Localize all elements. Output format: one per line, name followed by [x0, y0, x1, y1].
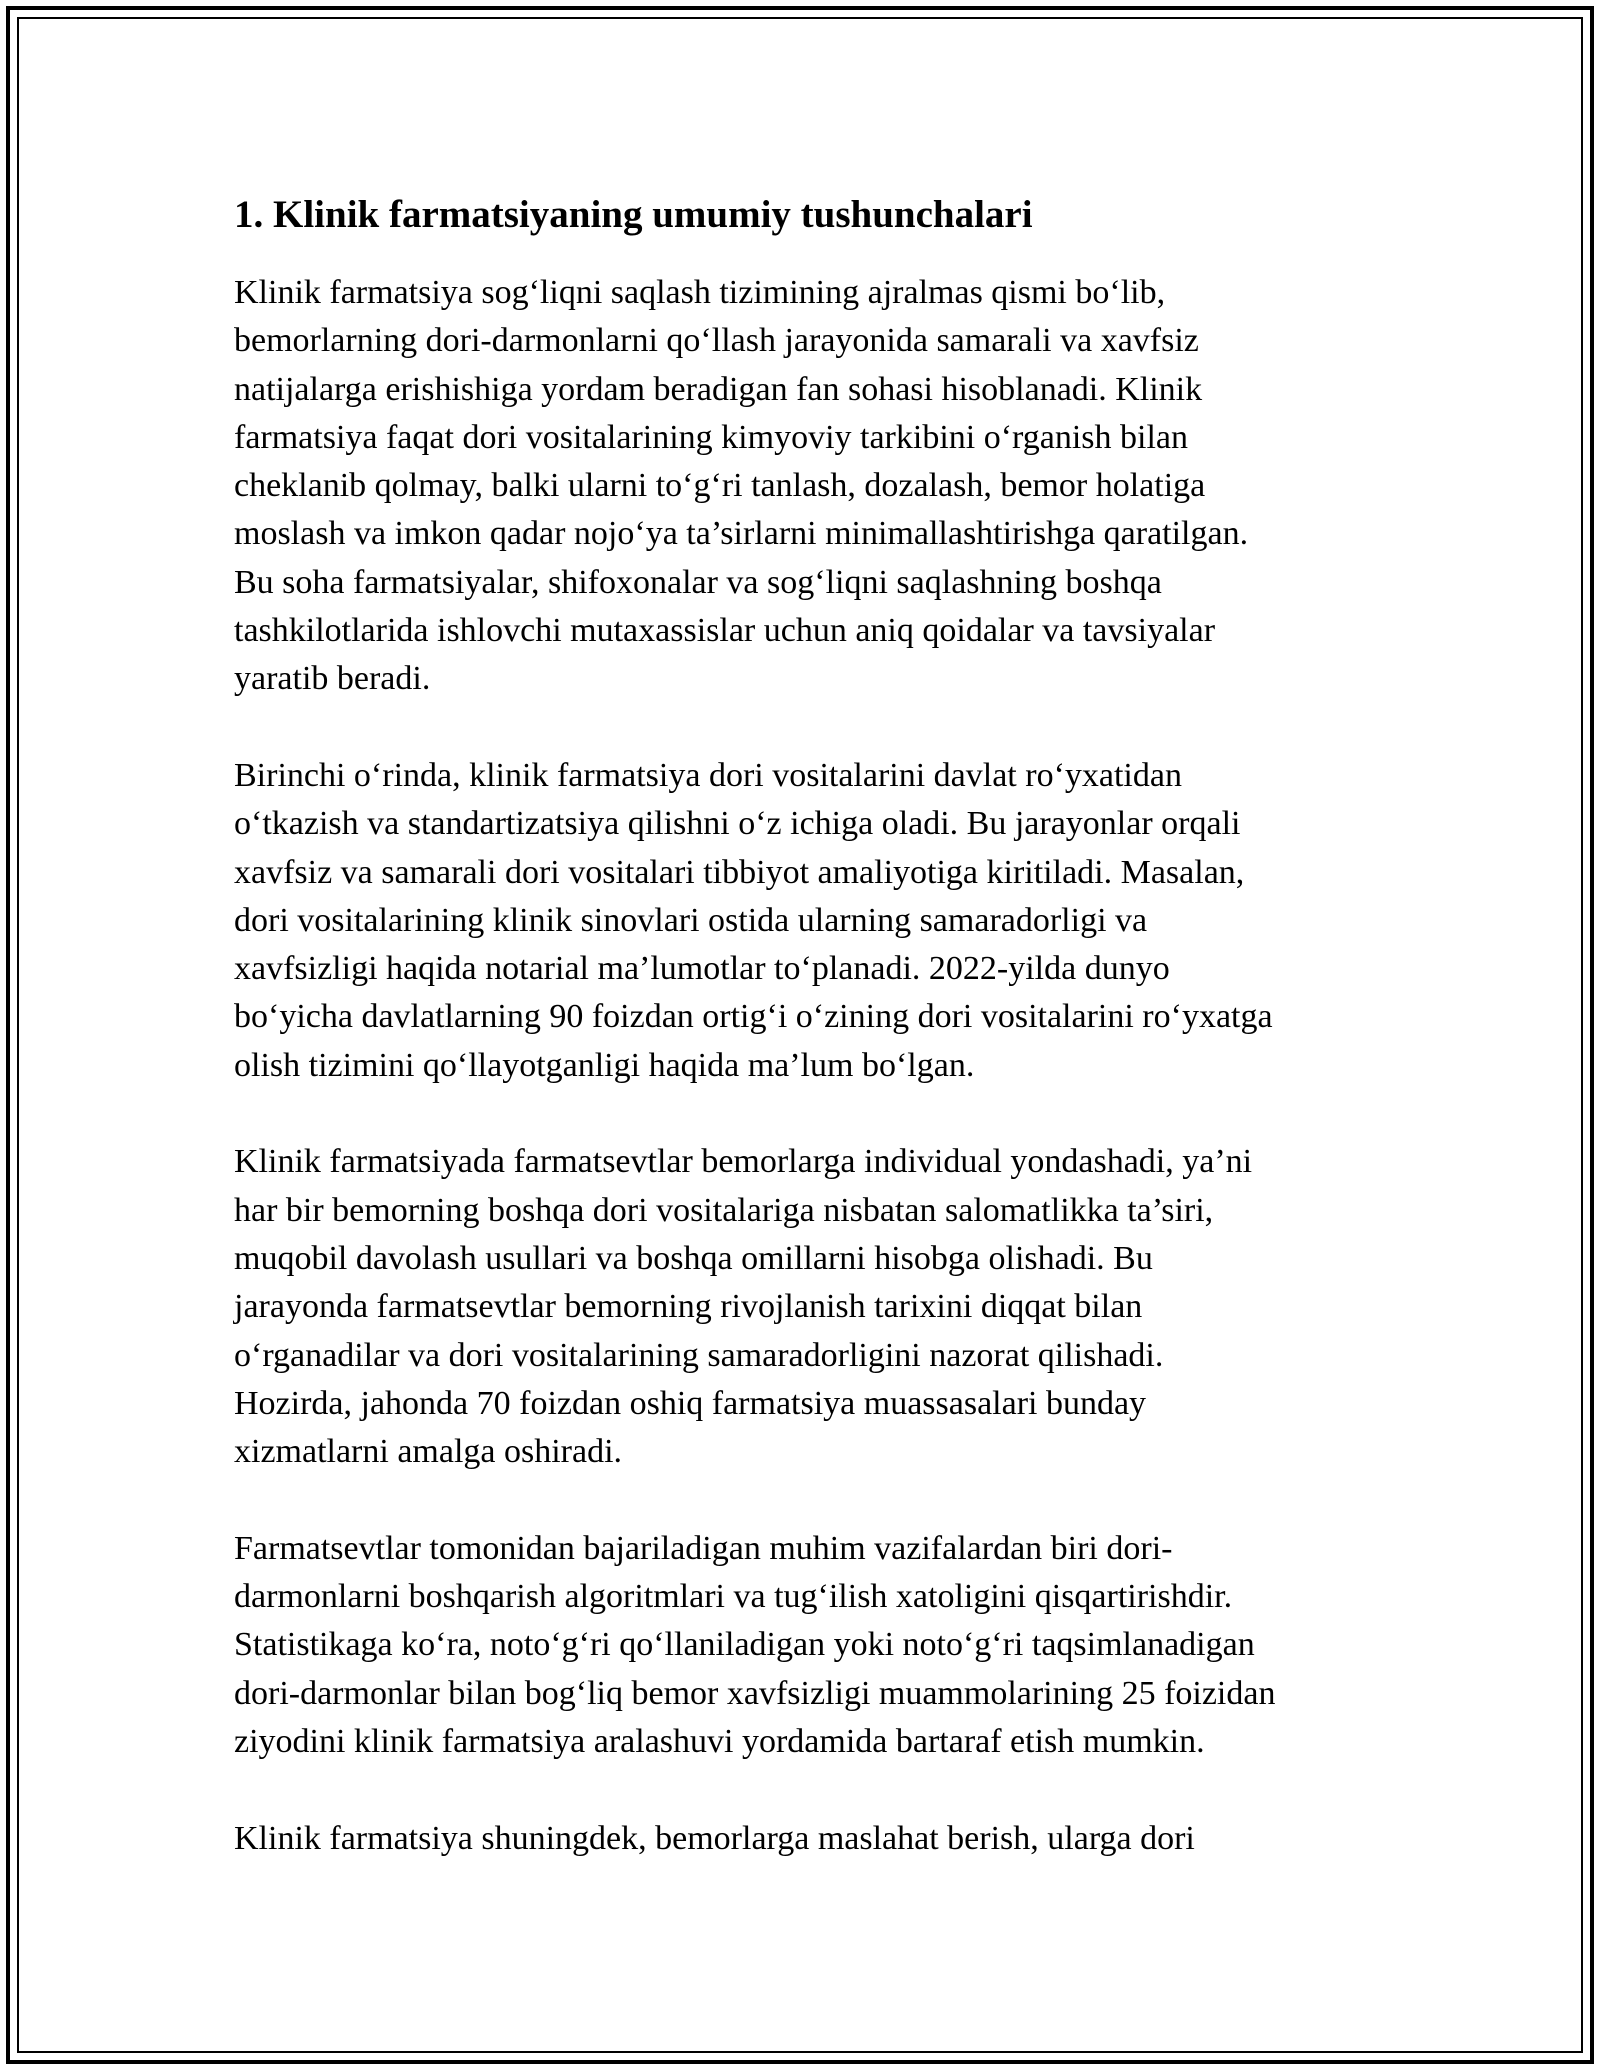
text-line: Klinik farmatsiya sog‘liqni saqlash tizimining ajralmas qismi bo‘lib, [234, 274, 1166, 311]
text-line: cheklanib qolmay, balki ularni to‘g‘ri tanlash, dozalash, bemor holatiga [234, 467, 1206, 505]
text-line: bemorlarning dori-darmonlarni qo‘llash jarayonida samarali va xavfsiz [234, 322, 1199, 360]
text-line: har bir bemorning boshqa dori vositalariga nisbatan salomatlikka ta’siri, [234, 1191, 1214, 1229]
section-title: 1. Klinik farmatsiyaning umumiy tushunchalari [234, 193, 1033, 236]
text-line: moslash va imkon qadar nojo‘ya ta’sirlarni minimallashtirishga qaratilgan. [234, 515, 1249, 553]
text-line: o‘rganadilar va dori vositalarining samaradorligini nazorat qilishadi. [234, 1336, 1164, 1374]
text-line: bo‘yicha davlatlarning 90 foizdan ortig‘i o‘zining dori vositalarini ro‘yxatga [234, 998, 1273, 1036]
text-line: muqobil davolash usullari va boshqa omillarni hisobga olishadi. Bu [234, 1239, 1153, 1277]
text-line: jarayonda farmatsevtlar bemorning rivojlanish tarixini diqqat bilan [234, 1288, 1143, 1326]
text-line: dori-darmonlar bilan bog‘liq bemor xavfsizligi muammolarining 25 foizidan [234, 1674, 1276, 1712]
text-line: Klinik farmatsiyada farmatsevtlar bemorlarga individual yondashadi, ya’ni [234, 1143, 1253, 1181]
text-line: xizmatlarni amalga oshiradi. [234, 1433, 623, 1471]
text-line: darmonlarni boshqarish algoritmlari va tug‘ilish xatoligini qisqartirishdir. [234, 1578, 1233, 1616]
text-line: farmatsiya faqat dori vositalarining kimyoviy tarkibini o‘rganish bilan [234, 418, 1188, 456]
paragraph-4 [234, 1525, 1374, 1766]
text-line: o‘tkazish va standartizatsiya qilishni o‘z ichiga oladi. Bu jarayonlar orqali [234, 805, 1241, 843]
paragraph-1 [234, 269, 1374, 704]
text-line: tashkilotlarida ishlovchi mutaxassislar uchun aniq qoidalar va tavsiyalar [234, 612, 1216, 650]
text-line: ziyodini klinik farmatsiya aralashuvi yordamida bartaraf etish mumkin. [234, 1722, 1205, 1760]
paragraph-2 [234, 752, 1374, 1090]
text-line: dori vositalarining klinik sinovlari ostida ularning samaradorligi va [234, 901, 1148, 939]
document-body [234, 185, 1374, 1911]
text-line: Hozirda, jahonda 70 foizdan oshiq farmatsiya muassasalari bunday [234, 1384, 1147, 1422]
text-line: Birinchi o‘rinda, klinik farmatsiya dori vositalarini davlat ro‘yxatidan [234, 756, 1182, 794]
text-line: xavfsiz va samarali dori vositalari tibbiyot amaliyotiga kiritiladi. Masalan, [234, 853, 1245, 891]
text-line: natijalarga erishishiga yordam beradigan fan sohasi hisoblanadi. Klinik [234, 370, 1203, 408]
text-line: olish tizimini qo‘llayotganligi haqida ma’lum bo‘lgan. [234, 1046, 975, 1084]
text-line: Klinik farmatsiya shuningdek, bemorlarga maslahat berish, ularga dori [234, 1819, 1195, 1857]
text-line: Statistikaga ko‘ra, noto‘g‘ri qo‘llaniladigan yoki noto‘g‘ri taqsimlanadigan [234, 1626, 1255, 1664]
text-line: yaratib beradi. [234, 660, 431, 698]
text-line: Bu soha farmatsiyalar, shifoxonalar va sog‘liqni saqlashning boshqa [234, 563, 1162, 601]
text-line: Farmatsevtlar tomonidan bajariladigan muhim vazifalardan biri dori- [234, 1529, 1173, 1567]
paragraph-5 [234, 1815, 1374, 1863]
text-line: xavfsizligi haqida notarial ma’lumotlar to‘planadi. 2022-yilda dunyo [234, 950, 1170, 988]
paragraph-3 [234, 1138, 1374, 1476]
